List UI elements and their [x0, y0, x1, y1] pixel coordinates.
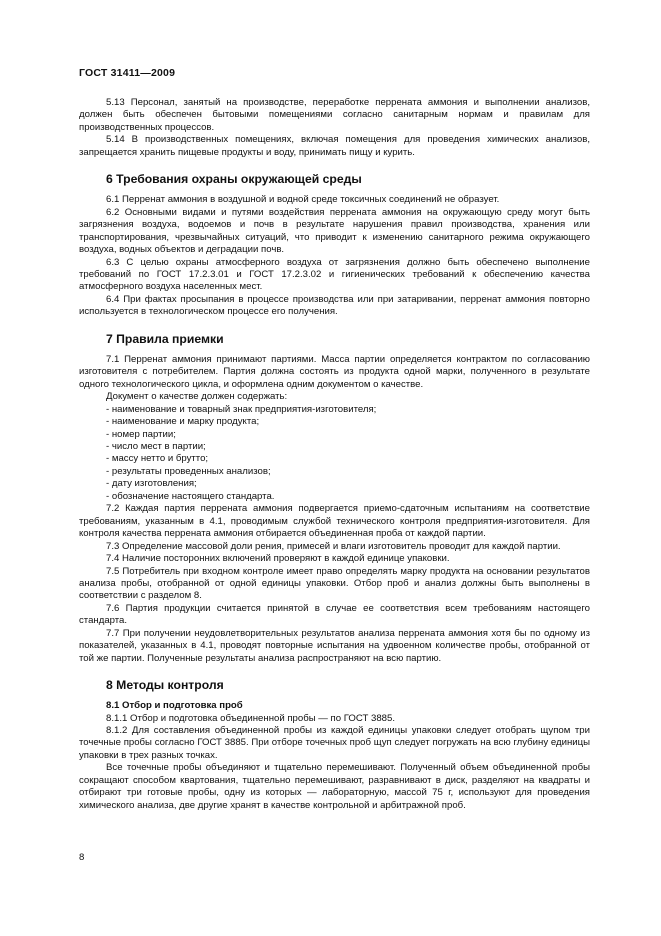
clause-7-5: 7.5 Потребитель при входном контроле имеет право определять марку продукта на основании результатов анализа пробы, отобранной от одной единицы упаковки. Отбор проб и анализ должны быть выполнены в соответствии с разделом 8.: [79, 565, 590, 602]
list-item: - результаты проведенных анализов;: [79, 466, 590, 478]
list-item: - число мест в партии;: [79, 441, 590, 453]
quality-document-intro: Документ о качестве должен содержать:: [106, 391, 288, 403]
list-item: - наименование и марку продукта;: [79, 416, 590, 428]
clause-7-1: 7.1 Перренат аммония принимают партиями. Масса партии определяется контрактом по согласованию изготовителя с потребителем. Партия должна состоять из продукта одной марки, полученного в результате одного технологического цикла, и оформлена одним документом о качестве.: [79, 353, 590, 390]
clause-6-1: 6.1 Перренат аммония в воздушной и водной среде токсичных соединений не образует.: [106, 194, 500, 206]
clause-8-1-2: 8.1.2 Для составления объединенной пробы из каждой единицы упаковки следует отобрать щупом три точечные пробы согласно ГОСТ 3885. При отборе точечных проб щуп следует погружать на всю глубину единицы упаковки в трех разных точках.: [79, 725, 590, 761]
clause-7-3: 7.3 Определение массовой доли рения, примесей и влаги изготовитель проводит для каждой партии.: [106, 540, 561, 552]
clause-7-6: 7.6 Партия продукции считается принятой в случае ее соответствия всем требованиям настоящего стандарта.: [79, 602, 590, 627]
clause-6-3: 6.3 С целью охраны атмосферного воздуха от загрязнения должно быть обеспечено выполнение требований по ГОСТ 17.2.3.01 и ГОСТ 17.2.3.02 и гигиенических требований к обеспечению качества атмосферного воздуха населенных мест.: [79, 256, 590, 293]
page-number: 8: [79, 852, 85, 863]
list-item: - массу нетто и брутто;: [79, 453, 590, 465]
clause-7-7: 7.7 При получении неудовлетворительных результатов анализа перрената аммония хотя бы по одному из показателей, указанных в 4.1, проводят повторные испытания на удвоенном количестве пробы, отобранной от той же партии. Полученные результаты анализа распространяют на всю партию.: [79, 627, 590, 664]
clause-5-13: 5.13 Персонал, занятый на производстве, переработке перрената аммония и выполнении анализов, должен быть обеспечен бытовыми помещениями согласно санитарным нормам и правилам для производственных процессов.: [79, 97, 590, 133]
clause-8-1-1: 8.1.1 Отбор и подготовка объединенной пробы — по ГОСТ 3885.: [106, 712, 395, 724]
list-item: - обозначение настоящего стандарта.: [79, 491, 590, 503]
clause-8-1-2-continued: Все точечные пробы объединяют и тщательно перемешивают. Полученный объем объединенной пробы сокращают способом квартования, тщательно перемешивают, разравнивают в диск, разделяют на квадраты и отбирают три готовые пробы, одну из которых — лабораторную, массой 75 г, используют для проведения химического анализа, две другие хранят в качестве контрольной и арбитражной проб.: [79, 762, 590, 811]
section-6-title: 6 Требования охраны окружающей среды: [106, 172, 362, 187]
clause-5-14: 5.14 В производственных помещениях, включая помещения для проведения химических анализов, запрещается хранить пищевые продукты и воду, принимать пищу и курить.: [79, 134, 590, 158]
clause-7-2: 7.2 Каждая партия перрената аммония подвергается приемо-сдаточным испытаниям на соответствие требованиям, указанным в 4.1, проводимым службой технического контроля предприятия-изготовителя. Для контроля качества перрената аммония отбирается объединенная проба от каждой партии.: [79, 503, 590, 540]
standard-header: ГОСТ 31411—2009: [79, 67, 176, 79]
clause-6-2: 6.2 Основными видами и путями воздействия перрената аммония на окружающую среду могут быть загрязнения воздуха, водоемов и почв в результате нарушения правил производства, хранения или транспортирования, чрезвычайных ситуаций, что приводит к изменению санитарного режима окружающего воздуха, водных объектов и деградации почв.: [79, 206, 590, 256]
section-7-title: 7 Правила приемки: [106, 331, 224, 346]
quality-document-list: [79, 404, 590, 504]
section-8-title: 8 Методы контроля: [106, 678, 224, 693]
subsection-8-1-title: 8.1 Отбор и подготовка проб: [106, 700, 243, 712]
list-item: - номер партии;: [79, 429, 590, 441]
list-item: - дату изготовления;: [79, 478, 590, 490]
clause-6-4: 6.4 При фактах просыпания в процессе производства или при затаривании, перренат аммония повторно используется в технологическом процессе его получения.: [79, 293, 590, 318]
page-content: [79, 97, 590, 812]
clause-7-4: 7.4 Наличие посторонних включений проверяют в каждой единице упаковки.: [106, 553, 450, 565]
list-item: - наименование и товарный знак предприятия-изготовителя;: [79, 404, 590, 416]
